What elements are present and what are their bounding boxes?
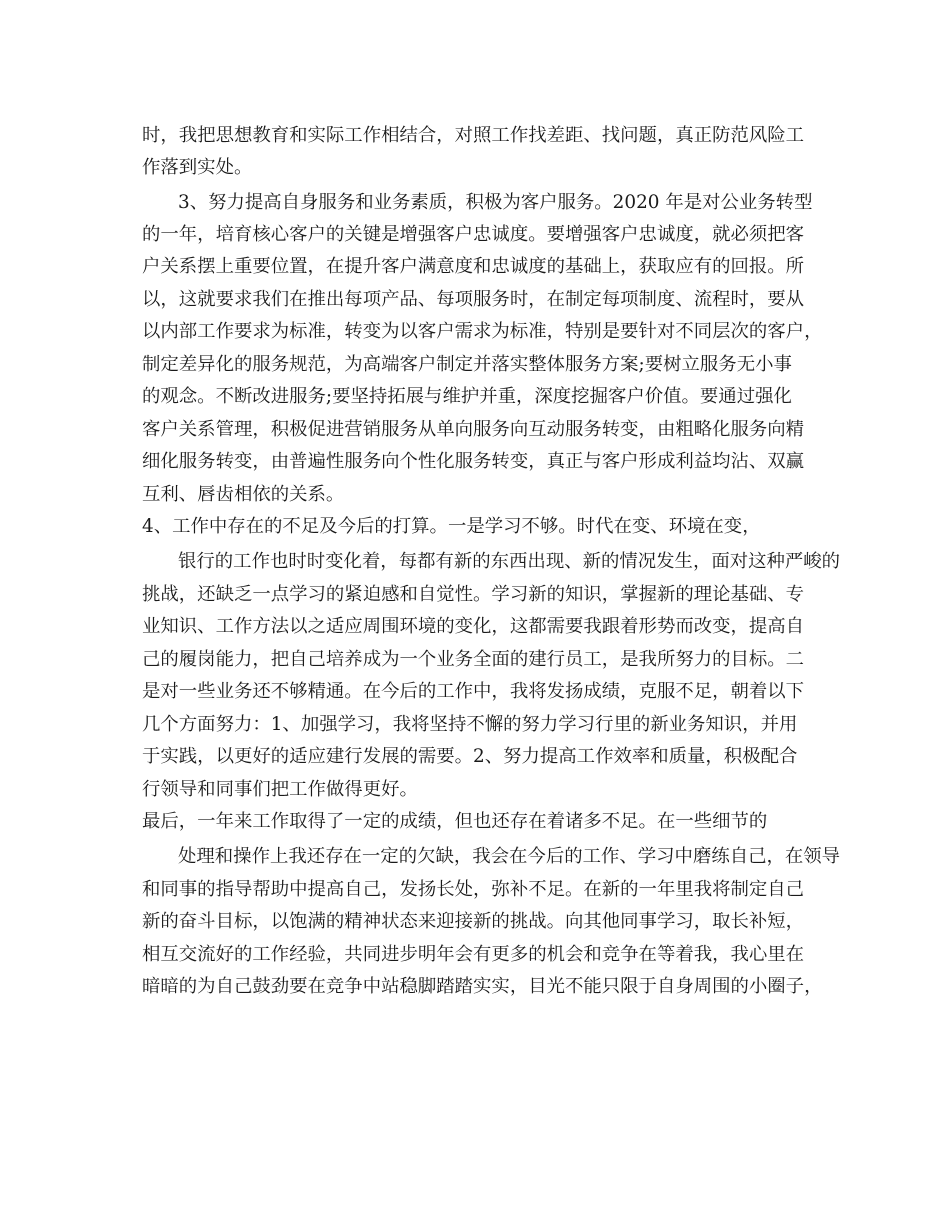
text-line-3: 3、努力提高自身服务和业务素质，积极为客户服务。2020 年是对公业务转型 — [178, 192, 813, 213]
text-line-11: 细化服务转变，由普遍性服务向个性化服务转变，真正与客户形成利益均沾、双赢 — [142, 451, 805, 472]
text-line-26: 相互交流好的工作经验，共同进步明年会有更多的机会和竞争在等着我，我心里在 — [142, 944, 805, 965]
text-line-13: 4、工作中存在的不足及今后的打算。一是学习不够。时代在变、环境在变， — [142, 516, 761, 537]
text-line-8: 制定差异化的服务规范，为高端客户制定并落实整体服务方案;要树立服务无小事 — [142, 354, 792, 375]
text-line-7: 以内部工作要求为标准，转变为以客户需求为标准，特别是要针对不同层次的客户， — [142, 321, 823, 342]
text-line-4: 的一年，培育核心客户的关键是增强客户忠诚度。要增强客户忠诚度，就必须把客 — [142, 224, 805, 245]
text-line-14: 银行的工作也时时变化着，每都有新的东西出现、新的情况发生，面对这种严峻的 — [178, 551, 841, 572]
text-line-24: 和同事的指导帮助中提高自己，发扬长处，弥补不足。在新的一年里我将制定自己 — [142, 879, 805, 900]
text-line-25: 新的奋斗目标，以饱满的精神状态来迎接新的挑战。向其他同事学习，取长补短， — [142, 911, 805, 932]
text-line-23: 处理和操作上我还存在一定的欠缺，我会在今后的工作、学习中磨练自己，在领导 — [178, 846, 841, 867]
text-line-18: 是对一些业务还不够精通。在今后的工作中，我将发扬成绩，克服不足，朝着以下 — [142, 681, 805, 702]
text-line-27: 暗暗的为自己鼓劲要在竞争中站稳脚踏踏实实，目光不能只限于自身周围的小圈子， — [142, 976, 823, 997]
text-line-1: 时，我把思想教育和实际工作相结合，对照工作找差距、找问题，真正防范风险工 — [142, 125, 805, 146]
text-line-6: 以，这就要求我们在推出每项产品、每项服务时，在制定每项制度、流程时，要从 — [142, 289, 805, 310]
text-line-15: 挑战，还缺乏一点学习的紧迫感和自觉性。学习新的知识，掌握新的理论基础、专 — [142, 584, 805, 605]
text-line-9: 的观念。不断改进服务;要坚持拓展与维护并重，深度挖掘客户价值。要通过强化 — [142, 386, 792, 407]
text-line-20: 于实践，以更好的适应建行发展的需要。2、努力提高工作效率和质量，积极配合 — [142, 746, 798, 767]
text-line-21: 行领导和同事们把工作做得更好。 — [142, 779, 418, 800]
text-line-17: 己的履岗能力，把自己培养成为一个业务全面的建行员工，是我所努力的目标。二 — [142, 649, 805, 670]
text-line-12: 互利、唇齿相依的关系。 — [142, 484, 345, 505]
text-line-16: 业知识、工作方法以之适应周围环境的变化，这都需要我跟着形势而改变，提高自 — [142, 616, 805, 637]
text-line-19: 几个方面努力：1、加强学习，我将坚持不懈的努力学习行里的新业务知识，并用 — [142, 714, 798, 735]
text-line-5: 户关系摆上重要位置，在提升客户满意度和忠诚度的基础上，获取应有的回报。所 — [142, 256, 805, 277]
text-line-22: 最后，一年来工作取得了一定的成绩，但也还存在着诸多不足。在一些细节的 — [142, 811, 768, 832]
text-line-2: 作落到实处。 — [142, 157, 253, 178]
text-line-10: 客户关系管理，积极促进营销服务从单向服务向互动服务转变，由粗略化服务向精 — [142, 419, 805, 440]
